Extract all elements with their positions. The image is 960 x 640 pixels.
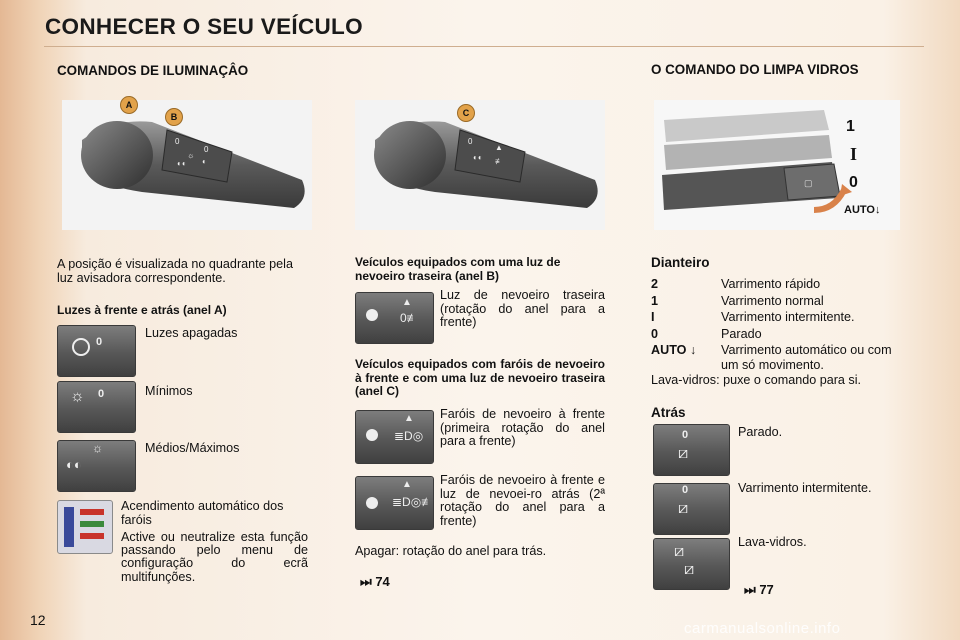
config-bar-icon: [64, 507, 74, 547]
rear-fog-title: Veículos equipados com uma luz de nevoeiro traseira (anel B): [355, 255, 561, 283]
wiper-key: 2: [651, 277, 659, 291]
rear-wiper-title: Atrás: [651, 405, 686, 420]
down-arrow-icon: ↓: [874, 204, 881, 216]
sun-icon: ☼: [92, 441, 103, 455]
wiper-label: Varrimento rápido: [721, 277, 821, 291]
rear-fog-text: Luz de nevoeiro traseira (rotação do anel para a frente): [440, 288, 605, 329]
front-fog-text: Faróis de nevoeiro à frente (primeira rotação do anel para a frente): [440, 407, 605, 448]
ring-a-item-sidelights: Mínimos: [145, 384, 193, 398]
sidelights-icon: ☼: [70, 388, 85, 405]
rear-wiper-off-thumbnail: [653, 424, 730, 476]
ring-a-headlights-thumbnail: [57, 440, 136, 492]
ring-a-item-headlights: Médios/Máximos: [145, 441, 240, 455]
wiper-label: Varrimento normal: [721, 293, 824, 308]
front-wiper-table: [651, 277, 901, 372]
ring-a-title: Luzes à frente e atrás (anel A): [57, 303, 227, 317]
zero-mark-icon: 0: [682, 429, 689, 441]
lighting-heading: COMANDOS DE ILUMINAÇÂO: [57, 63, 249, 78]
rear-wiper-intermittent-thumbnail: [653, 483, 730, 535]
rear-washer-icon: ⧄: [674, 543, 685, 560]
rear-wiper-item-washer: Lava-vidros.: [738, 535, 807, 549]
label-a-badge: A: [120, 96, 138, 114]
table-row: [651, 294, 901, 311]
svg-text:☼: ☼: [187, 151, 195, 160]
zero-mark-icon: 0: [96, 336, 103, 348]
headlights-icon: ◐◐: [66, 457, 82, 472]
watermark: carmanualsonline.info: [684, 620, 841, 637]
down-arrow-icon: ↓: [689, 343, 697, 357]
rear-wiper-item-intermittent: Varrimento intermitente.: [738, 481, 872, 495]
page-number: 12: [30, 612, 46, 628]
rear-wiper-icon: ⧄: [684, 561, 695, 578]
front-fog-thumbnail: [355, 410, 434, 464]
zero-mark-icon: 0: [682, 484, 689, 496]
wiper-label: Parado: [721, 326, 762, 341]
table-row: [651, 277, 901, 294]
wiper-label-1: 1: [846, 118, 855, 135]
table-row: [651, 327, 901, 344]
go-to-page-icon: ⏭: [360, 574, 372, 589]
up-arrow-icon: ▲: [402, 479, 412, 490]
zero-mark-icon: 0: [98, 388, 105, 400]
front-rear-fog-icon: ≣D◎≢: [392, 495, 434, 509]
washer-text: Lava-vidros: puxe o comando para si.: [651, 373, 862, 387]
lighting-stalk-illustration: [355, 100, 605, 230]
rear-wiper-icon: ⧄: [678, 500, 689, 517]
wipers-page-ref[interactable]: [744, 582, 774, 598]
go-to-page-icon: ⏭: [744, 582, 756, 597]
svg-text:▢: ▢: [804, 178, 813, 188]
rear-wiper-item-off: Parado.: [738, 425, 783, 439]
wiper-key: 0: [651, 326, 659, 341]
auto-lighting-title: Acendimento automático dos faróis: [121, 499, 284, 527]
front-rear-fog-text: Faróis de nevoeiro à frente e luz de nevoei-ro atrás (2ª rotação do anel para a frente): [440, 473, 605, 528]
indicator-icon: [72, 338, 90, 356]
lighting-page-number: 74: [375, 574, 390, 589]
ring-a-sidelights-thumbnail: [57, 381, 136, 433]
ring-a-item-off: Luzes apagadas: [145, 326, 238, 340]
auto-lighting-text: Active ou neutralize esta função passando pelo menu de configuração do ecrã multifunções.: [121, 530, 308, 584]
table-row: [651, 343, 901, 372]
front-wiper-title: Dianteiro: [651, 255, 710, 270]
rear-washer-thumbnail: [653, 538, 730, 590]
svg-text:≢: ≢: [495, 157, 503, 166]
lighting-intro: A posição é visualizada no quadrante pela luz avisadora correspondente.: [57, 257, 293, 285]
wiper-key: 1: [651, 293, 659, 308]
wiper-label-auto-text: AUTO: [844, 204, 875, 216]
wipers-page-number: 77: [759, 582, 774, 597]
svg-text:▲: ▲: [495, 143, 503, 152]
wiper-label-auto: [844, 204, 880, 216]
rear-fog-icon: 0≢: [400, 311, 419, 325]
config-bar-icon: [80, 533, 104, 539]
label-c-badge: C: [457, 104, 475, 122]
lighting-page-ref[interactable]: [360, 574, 390, 590]
svg-text:0: 0: [175, 137, 180, 146]
wiper-label: Varrimento intermitente.: [721, 310, 855, 324]
svg-text:◐◐: ◐◐: [177, 159, 187, 168]
config-bar-icon: [80, 521, 104, 527]
indicator-icon: [366, 429, 378, 441]
config-bar-icon: [80, 509, 104, 515]
wipers-heading: O COMANDO DO LIMPA VIDROS: [651, 62, 859, 77]
fog-off-text: Apagar: rotação do anel para trás.: [355, 544, 547, 558]
page-title: CONHECER O SEU VEÍCULO: [45, 14, 363, 39]
indicator-icon: [366, 497, 378, 509]
wiper-stalk-photo: [654, 100, 900, 230]
wiper-label: Varrimento automático ou com um só movimento.: [721, 343, 892, 372]
up-arrow-icon: ▲: [402, 297, 412, 308]
wiper-label-0: 0: [849, 174, 858, 191]
title-underline: [44, 46, 924, 47]
ring-a-off-thumbnail: [57, 325, 136, 377]
svg-text:0: 0: [468, 137, 473, 146]
lighting-stalk-photo-ab: [62, 100, 312, 230]
svg-text:0: 0: [204, 145, 209, 154]
table-row: [651, 310, 901, 327]
front-rear-fog-title: Veículos equipados com faróis de nevoeiro à frente e com uma luz de nevoeiro traseira (anel C): [355, 357, 605, 398]
lighting-stalk-photo-c: [355, 100, 605, 230]
front-rear-fog-thumbnail: [355, 476, 434, 530]
label-b-badge: B: [165, 108, 183, 126]
rear-fog-thumbnail: [355, 292, 434, 344]
wiper-key: AUTO: [651, 343, 687, 357]
wiper-key: I: [651, 310, 655, 324]
lighting-stalk-illustration: [62, 100, 312, 230]
svg-text:◐◐: ◐◐: [473, 153, 483, 162]
rear-wiper-icon: ⧄: [678, 445, 689, 462]
wiper-label-i: I: [850, 144, 858, 164]
front-fog-icon: ≣D◎: [394, 429, 424, 443]
wiper-key-auto: [651, 343, 721, 372]
up-arrow-icon: ▲: [404, 413, 414, 424]
svg-text:◐: ◐: [202, 157, 207, 166]
indicator-icon: [366, 309, 378, 321]
auto-lighting-thumbnail: [57, 500, 113, 554]
